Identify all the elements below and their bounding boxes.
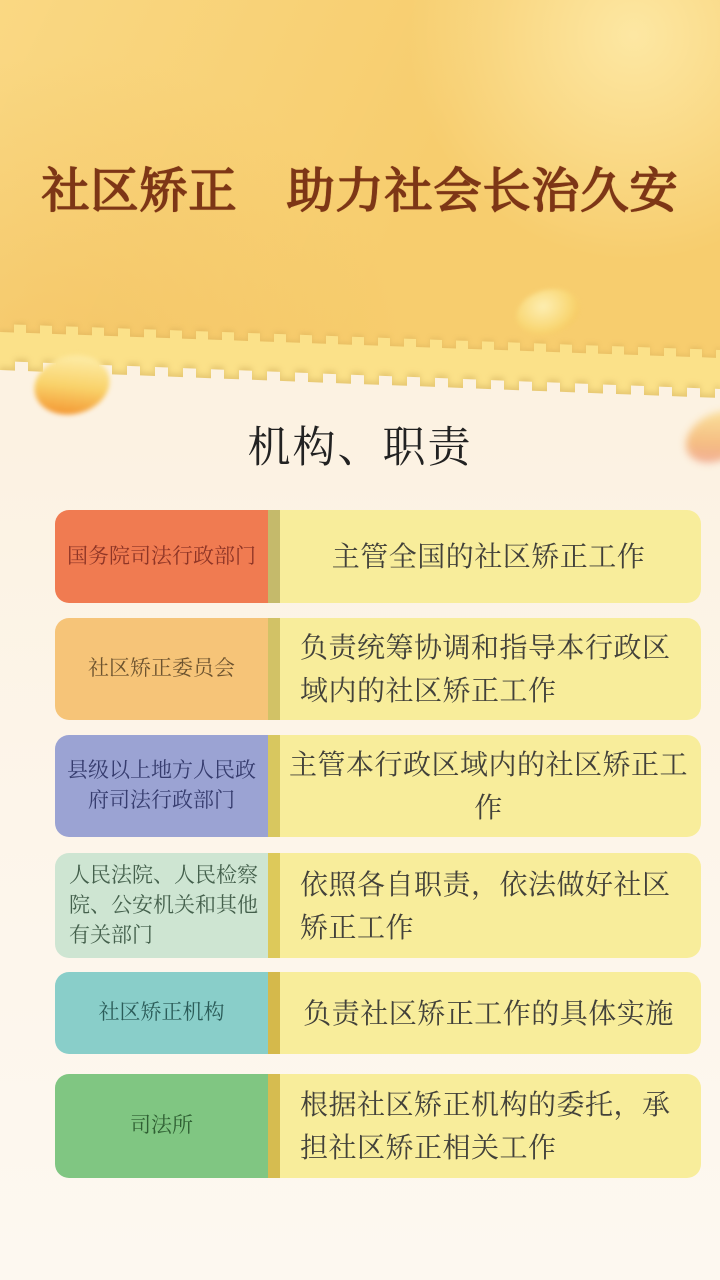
duty-row [55,853,701,958]
duty-description: 负责统筹协调和指导本行政区域内的社区矫正工作 [280,618,701,720]
label-separator [268,510,280,603]
label-separator [268,853,280,958]
org-label: 人民法院、人民检察院、公安机关和其他有关部门 [55,853,268,958]
label-separator [268,1074,280,1178]
duty-table [55,510,701,1178]
org-label: 国务院司法行政部门 [55,510,268,603]
duty-row [55,1074,701,1178]
org-label: 社区矫正委员会 [55,618,268,720]
duty-row [55,618,701,720]
section-title: 机构、职责 [247,424,473,472]
duty-description: 主管全国的社区矫正工作 [280,510,701,603]
org-label: 县级以上地方人民政府司法行政部门 [55,735,268,837]
duty-row [55,510,701,603]
duty-description: 依照各自职责，依法做好社区矫正工作 [280,853,701,958]
duty-row [55,972,701,1054]
main-title: 社区矫正 助力社会长治久安 [41,165,679,218]
duty-description: 主管本行政区域内的社区矫正工作 [280,735,701,837]
label-separator [268,972,280,1054]
label-separator [268,618,280,720]
duty-description: 根据社区矫正机构的委托，承担社区矫正相关工作 [280,1074,701,1178]
duty-row [55,735,701,837]
duty-description: 负责社区矫正工作的具体实施 [280,972,701,1054]
org-label: 司法所 [55,1074,268,1178]
org-label: 社区矫正机构 [55,972,268,1054]
label-separator [268,735,280,837]
